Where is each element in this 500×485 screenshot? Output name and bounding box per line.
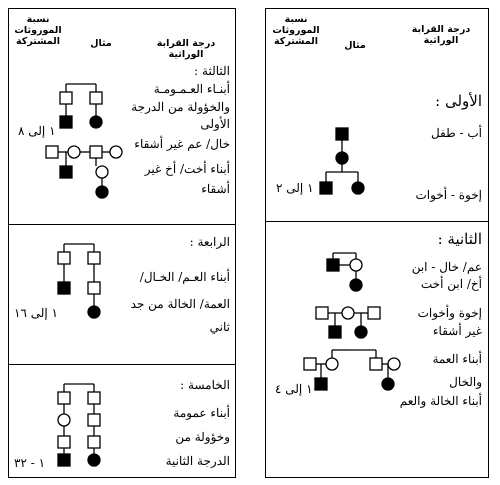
first-degree-ratio: ١ إلى ٢ <box>276 181 314 195</box>
first-degree-line1: أب - طفل <box>430 126 482 140</box>
fifth-degree-title: الخامسة : <box>180 378 230 392</box>
left-header-degree: درجة القرابة الوراثية <box>156 38 216 60</box>
second-degree-line5: أبناء العمة <box>432 352 482 366</box>
fourth-degree-pedigree <box>56 240 106 330</box>
fourth-degree-line3: ثاني <box>209 320 230 334</box>
first-degree-line2: إخوة - أخوات <box>415 188 482 202</box>
second-degree-line3: إخوة وأخوات <box>417 306 482 320</box>
fifth-degree-pedigree <box>56 380 106 470</box>
half-brother-square <box>329 326 341 338</box>
father-square <box>336 128 348 140</box>
fourth-degree-line2: العمة/ الخالة من جد <box>130 297 230 311</box>
right-header-example: مثال <box>344 40 366 51</box>
third-cousin-square <box>58 454 70 466</box>
second-degree-line6: والخال <box>449 375 482 389</box>
third-degree-line2: والخؤولة من الدرجة <box>131 100 230 114</box>
second-degree-line1: عم/ خال - ابن <box>411 260 482 274</box>
niece-circle <box>96 186 108 198</box>
fourth-degree-line1: أبناء العـم/ الخـال/ <box>139 270 230 284</box>
uncle-square <box>327 259 339 271</box>
right-header-degree: درجة القرابة الوراثية <box>411 24 471 46</box>
cousin-square <box>315 378 327 390</box>
third-degree-line6: أشقاء <box>201 182 230 196</box>
third-degree-half-uncle-pedigree <box>44 138 124 208</box>
left-divider-1 <box>8 224 236 225</box>
left-header-example: مثال <box>90 38 112 49</box>
second-degree-line7: أبناء الخالة والعم <box>399 394 482 408</box>
third-degree-line3: الأولى <box>200 117 230 131</box>
second-cousin-square <box>58 282 70 294</box>
second-degree-line4: غير أشقاء <box>432 324 482 338</box>
left-divider-2 <box>8 364 236 365</box>
third-degree-title: الثالثة : <box>194 64 230 78</box>
half-uncle-square <box>60 166 72 178</box>
second-degree-half-siblings-pedigree <box>312 304 392 344</box>
half-sister-circle <box>355 326 367 338</box>
right-header-shared: نسبة المورو‌ثات المشتركة <box>272 14 320 47</box>
second-cousin-circle <box>88 306 100 318</box>
fifth-degree-ratio: ١ - ٣٢ <box>14 456 46 470</box>
third-degree-line1: أبنـاء العـمـومـة <box>153 82 230 96</box>
sibling-circle <box>352 182 364 194</box>
first-degree-pedigree <box>310 128 390 208</box>
sibling-circle <box>350 259 362 271</box>
third-degree-ratio: ١ إلى ٨ <box>18 124 56 138</box>
second-degree-ratio: ١ إلى ٤ <box>275 382 313 396</box>
fourth-degree-ratio: ١ إلى ١٦ <box>14 306 58 320</box>
second-degree-title: الثانية : <box>437 230 482 248</box>
second-degree-uncle-pedigree <box>325 250 385 300</box>
first-degree-title: الأولى : <box>435 92 482 110</box>
fourth-degree-title: الرابعة : <box>189 235 230 249</box>
fifth-degree-line3: الدرجة الثانية <box>165 454 230 468</box>
second-degree-line2: أخ/ ابن أخت <box>420 277 482 291</box>
nephew-circle <box>350 279 362 291</box>
left-header-shared: نسبة المورو‌ثات المشتركة <box>14 14 62 47</box>
child-circle <box>336 152 348 164</box>
cousin-square <box>60 116 72 128</box>
third-degree-cousins-pedigree <box>58 80 108 140</box>
third-cousin-circle <box>88 454 100 466</box>
cousin-circle <box>382 378 394 390</box>
fifth-degree-line2: وخؤولة من <box>175 430 230 444</box>
sibling-square <box>320 182 332 194</box>
second-degree-cousins-pedigree <box>300 346 400 406</box>
third-degree-line5: أبناء أخت/ أخ غير <box>144 162 230 176</box>
fifth-degree-line1: أبناء عمومة <box>173 406 230 420</box>
right-divider <box>265 221 489 222</box>
cousin-circle <box>90 116 102 128</box>
third-degree-line4: خال/ عم غير أشقاء <box>134 137 230 151</box>
